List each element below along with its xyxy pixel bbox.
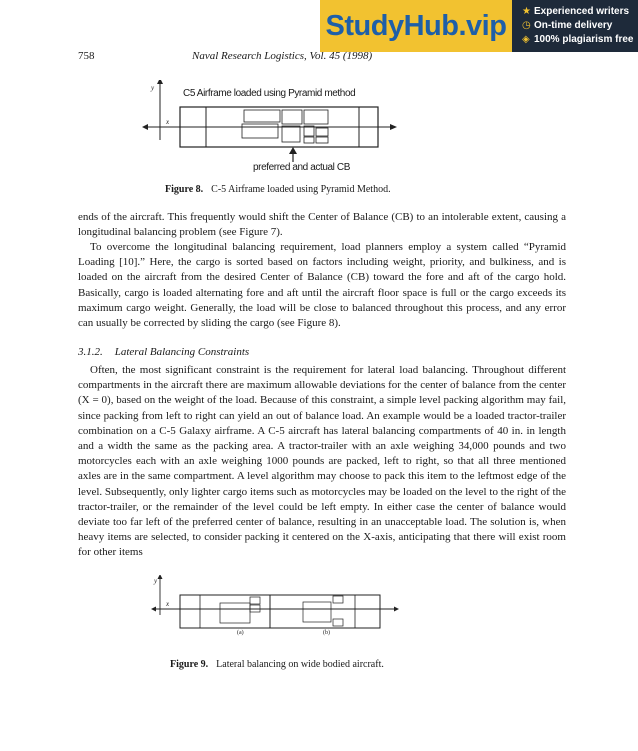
figure-8-caption-text: C-5 Airframe loaded using Pyramid Method.: [211, 184, 391, 195]
section-number: 3.1.2.: [78, 346, 103, 358]
banner-brand[interactable]: StudyHub.vip: [320, 0, 512, 52]
cargo-box: [304, 137, 314, 143]
banner-feature-item: [522, 33, 638, 47]
tractor-trailer-box: [303, 602, 331, 622]
figure-9-sublabel-b: (b): [323, 630, 330, 636]
star-icon: ★: [522, 6, 531, 17]
section-heading: [78, 346, 249, 358]
banner-feature-item: [522, 19, 638, 33]
banner-feature-list: [522, 5, 638, 47]
cargo-box: [242, 124, 278, 138]
banner-feature-text: Experienced writers: [534, 6, 630, 17]
cargo-box: [282, 126, 300, 142]
figure-9-caption-number: Figure 9.: [170, 659, 209, 670]
figure-9-caption: [170, 659, 384, 670]
airframe-outline-b: [270, 595, 380, 628]
y-axis-arrow: [158, 575, 163, 579]
figure-8-caption: [165, 184, 391, 195]
cargo-box: [282, 110, 302, 124]
cargo-box: [316, 137, 328, 143]
paragraph: ends of the aircraft. This frequently would shift the Center of Balance (CB) to an intolerable extent, causing a longitudinal balancing problem (see Figure 7).: [78, 211, 566, 239]
paragraph: Often, the most significant constraint is the requirement for lateral load balancing. Throughout different compartments in the aircraft there are maximum allowable deviations for the center of balance from the center (X = 0), based on the weight of the load. Because of this constraint, a simple level packing algorithm may fail, since packing from left to right can yield an out of balance load. An example would be a loaded tractor-trailer combination on a C-5 Galaxy airframe. A C-5 aircraft has lateral balancing compartments of 40 in. in length and a width the same as the packing area. A tractor-trailer with an axle weighing 34,000 pounds and two motorcycles each with an axle weighing 1000 pounds are packed, left to right, so that all three mentioned axles are in the same compartment. A level algorithm may choose to pack this item to the leftmost edge of the level. Subsequently, only lighter cargo items such as motorcycles may be loaded on the level to the right of the tractor-trailer, or the remainder of the level could be left empty. In either case the center of balance would deviate too far left of the preferred center of balance, resulting in an unacceptable load. The solution is, when heavy items are selected, to consider packing it centered on the X-axis, anticipating that there will exist room for other items: [78, 364, 566, 559]
paragraph: To overcome the longitudinal balancing requirement, load planners employ a system called “Pyramid Loading [10].” Here, the cargo is sorted based on factors including weight, priority, and bulkiness, and is loaded on the aircraft from the desired Center of Balance (CB) toward the fore and aft of the cargo hold. Basically, cargo is loaded alternating fore and aft until the aircraft floor space is full or the cargo exceeds its maximum cargo weight. Generally, the load will be close to balanced throughout this process, and any error can usually be corrected by sliding the cargo (see Figure 8).: [78, 241, 566, 330]
section-title: Lateral Balancing Constraints: [114, 346, 250, 358]
x-axis-arrow-right: [390, 124, 397, 130]
clock-icon: ◷: [522, 20, 531, 31]
x-axis-arrow-left: [151, 607, 156, 612]
cargo-box: [250, 597, 260, 604]
cb-arrow-head: [289, 147, 297, 154]
banner-feature-text: On-time delivery: [534, 20, 613, 31]
figure-8-x-label: x: [166, 118, 170, 126]
figure-8-caption-number: Figure 8.: [165, 184, 204, 195]
figure-9-diagram: [150, 575, 400, 645]
studyhub-banner[interactable]: [320, 0, 638, 52]
figure-9-caption-text: Lateral balancing on wide bodied aircraft.: [216, 659, 384, 670]
cargo-box: [316, 128, 328, 136]
shield-icon: ◈: [522, 34, 530, 45]
x-axis-arrow-right: [394, 607, 399, 612]
cargo-box: [244, 110, 280, 122]
cargo-box: [333, 619, 343, 626]
figure-8-title: C5 Airframe loaded using Pyramid method: [183, 88, 356, 99]
figure-9-x-label: x: [166, 600, 170, 608]
banner-feature-item: [522, 5, 638, 19]
running-head: Naval Research Logistics, Vol. 45 (1998): [192, 50, 373, 62]
figure-8-y-label: y: [151, 84, 155, 92]
figure-9-sublabel-a: (a): [237, 630, 244, 636]
figure-9-y-label: y: [154, 577, 158, 585]
cargo-box: [304, 110, 328, 124]
banner-feature-text: 100% plagiarism free: [534, 34, 634, 45]
cargo-box: [333, 596, 343, 603]
y-axis-arrow: [157, 80, 163, 84]
tractor-trailer-box: [220, 603, 250, 623]
cargo-box: [250, 605, 260, 612]
x-axis-arrow-left: [142, 124, 148, 130]
figure-8-cb-label: preferred and actual CB: [253, 162, 350, 173]
page-number: 758: [78, 50, 95, 62]
